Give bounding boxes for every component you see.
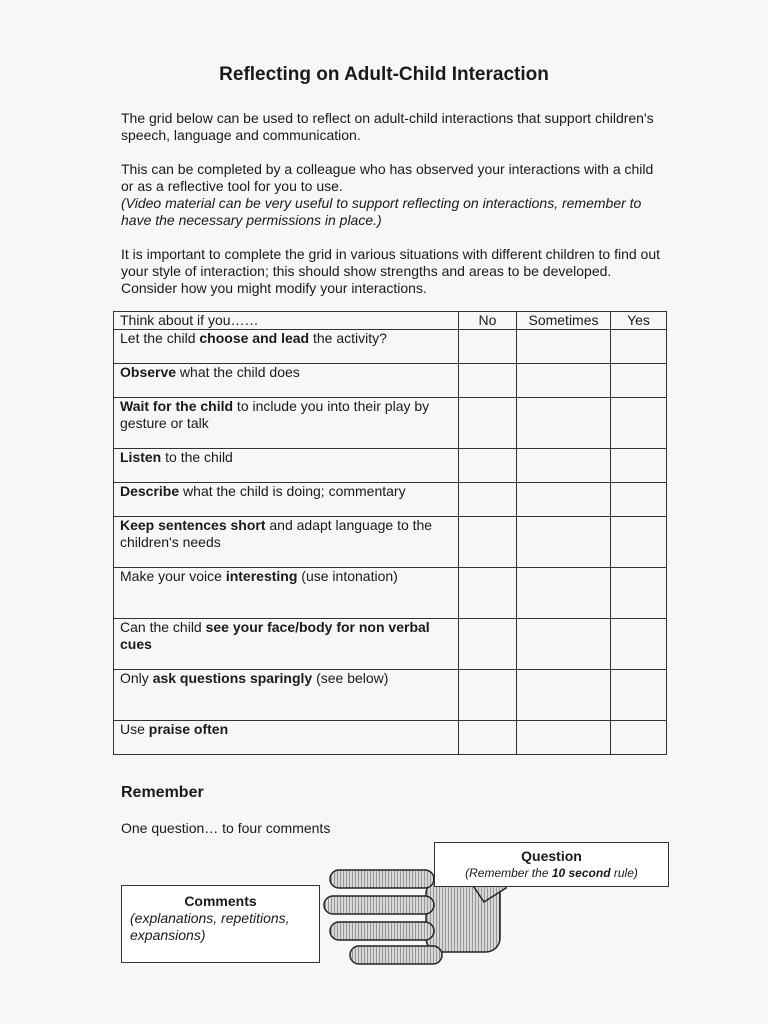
grid-prompt-bold: Describe (120, 483, 180, 499)
grid-cell-sometimes[interactable] (517, 364, 611, 398)
grid-prompt-cell (114, 330, 459, 364)
grid-cell-sometimes[interactable] (517, 568, 611, 619)
grid-prompt-pre: Make your voice (120, 568, 226, 584)
grid-cell-sometimes[interactable] (517, 619, 611, 670)
grid-cell-sometimes[interactable] (517, 670, 611, 721)
table-row (114, 568, 667, 619)
grid-prompt-bold: interesting (225, 568, 298, 584)
grid-prompt-cell (114, 517, 459, 568)
grid-cell-yes[interactable] (611, 670, 667, 721)
intro-paragraph-1: The grid below can be used to reflect on adult-child interactions that support children's speech, language and communication. (121, 110, 654, 143)
table-row (114, 330, 667, 364)
grid-cell-no[interactable] (459, 721, 517, 755)
table-row (114, 449, 667, 483)
grid-cell-yes[interactable] (611, 568, 667, 619)
reflection-grid (113, 311, 667, 755)
grid-cell-yes[interactable] (611, 619, 667, 670)
grid-prompt-post: (see below) (312, 670, 389, 686)
table-row (114, 483, 667, 517)
grid-cell-no[interactable] (459, 619, 517, 670)
intro-paragraph-3: It is important to complete the grid in various situations with different children to find out your style of interaction; this should show strengths and areas to be developed. Consider how you might modify your interactions. (121, 246, 661, 296)
grid-cell-sometimes[interactable] (517, 398, 611, 449)
table-row (114, 619, 667, 670)
remember-text: One question… to four comments (121, 820, 331, 836)
grid-body (114, 330, 667, 755)
grid-header-row (114, 312, 667, 330)
grid-prompt-bold: choose and lead (199, 330, 310, 346)
intro-paragraph-2 (121, 161, 666, 229)
grid-prompt-cell (114, 483, 459, 517)
grid-prompt-pre: Use (120, 721, 149, 737)
question-note-post: rule) (610, 866, 638, 880)
grid-prompt-post: (use intonation) (297, 568, 398, 584)
grid-prompt-post: what the child is doing; commentary (179, 483, 406, 499)
grid-cell-no[interactable] (459, 449, 517, 483)
grid-prompt-cell (114, 670, 459, 721)
comments-note: (explanations, repetitions, expansions) (130, 910, 290, 943)
grid-prompt-bold: ask questions sparingly (152, 670, 313, 686)
grid-prompt-bold: Listen (120, 449, 162, 465)
grid-cell-no[interactable] (459, 483, 517, 517)
grid-header-no: No (459, 312, 517, 330)
grid-prompt-cell (114, 398, 459, 449)
grid-prompt-cell (114, 568, 459, 619)
grid-cell-sometimes[interactable] (517, 449, 611, 483)
grid-prompt-bold: see your face/body for non verbal cues (120, 619, 430, 652)
comments-box (121, 885, 320, 963)
question-note-pre: (Remember the (465, 866, 552, 880)
grid-cell-sometimes[interactable] (517, 721, 611, 755)
grid-prompt-post: the activity? (309, 330, 387, 346)
grid-prompt-bold: praise often (148, 721, 229, 737)
table-row (114, 364, 667, 398)
grid-prompt-cell (114, 721, 459, 755)
grid-prompt-cell (114, 619, 459, 670)
grid-cell-no[interactable] (459, 330, 517, 364)
page-title: Reflecting on Adult-Child Interaction (219, 64, 549, 85)
grid-prompt-pre: Can the child (120, 619, 206, 635)
grid-prompt-pre: Let the child (120, 330, 200, 346)
question-note (435, 866, 668, 880)
grid-prompt-pre: Only (120, 670, 153, 686)
grid-prompt-bold: Keep sentences short (120, 517, 266, 533)
grid-cell-sometimes[interactable] (517, 517, 611, 568)
grid-cell-yes[interactable] (611, 398, 667, 449)
table-row (114, 398, 667, 449)
grid-header-sometimes: Sometimes (517, 312, 611, 330)
table-row (114, 670, 667, 721)
grid-cell-no[interactable] (459, 398, 517, 449)
grid-header-yes: Yes (611, 312, 667, 330)
grid-cell-yes[interactable] (611, 330, 667, 364)
grid-cell-no[interactable] (459, 517, 517, 568)
grid-cell-yes[interactable] (611, 721, 667, 755)
grid-cell-yes[interactable] (611, 449, 667, 483)
table-row (114, 517, 667, 568)
grid-cell-yes[interactable] (611, 364, 667, 398)
grid-prompt-bold: Wait for the child (120, 398, 234, 414)
grid-prompt-cell (114, 364, 459, 398)
grid-prompt-cell (114, 449, 459, 483)
question-note-bold: 10 second (551, 866, 611, 880)
grid-prompt-bold: Observe (120, 364, 177, 380)
grid-prompt-post: and adapt language to the children's needs (120, 517, 433, 550)
intro-paragraph-2-text: This can be completed by a colleague who has observed your interactions with a child or as a reflective tool for you to use. (121, 161, 654, 194)
grid-cell-no[interactable] (459, 670, 517, 721)
comments-heading: Comments (184, 893, 257, 909)
table-row (114, 721, 667, 755)
grid-prompt-post: to include you into their play by gesture or talk (120, 398, 430, 431)
grid-cell-sometimes[interactable] (517, 330, 611, 364)
grid-cell-no[interactable] (459, 364, 517, 398)
remember-heading: Remember (121, 784, 204, 801)
grid-cell-yes[interactable] (611, 517, 667, 568)
grid-cell-no[interactable] (459, 568, 517, 619)
question-box (434, 842, 669, 887)
question-heading: Question (521, 848, 582, 864)
grid-prompt-post: what the child does (176, 364, 300, 380)
grid-prompt-post: to the child (161, 449, 233, 465)
grid-header-prompt: Think about if you…… (114, 312, 459, 330)
grid-cell-yes[interactable] (611, 483, 667, 517)
grid-cell-sometimes[interactable] (517, 483, 611, 517)
intro-paragraph-2-italic: (Video material can be very useful to support reflecting on interactions, remember to have the necessary permissions in place.) (121, 195, 642, 228)
